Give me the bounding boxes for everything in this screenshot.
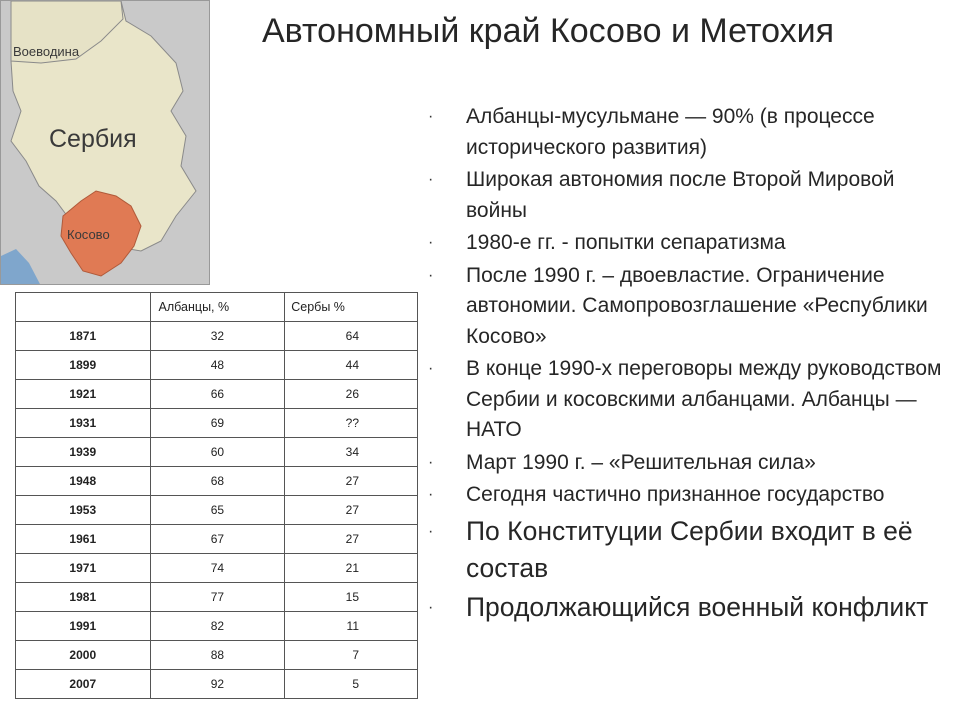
cell-serbs: 27 (285, 525, 418, 554)
bullet-text: Широкая автономия после Второй Мировой войны (466, 168, 895, 222)
cell-serbs: 34 (285, 438, 418, 467)
cell-serbs: ?? (285, 409, 418, 438)
cell-year: 1971 (16, 554, 151, 583)
cell-albanians: 67 (150, 525, 285, 554)
cell-serbs: 26 (285, 380, 418, 409)
table-row (16, 641, 418, 670)
slide-title: Автономный край Косово и Метохия (262, 12, 835, 50)
bullet-text: По Конституции Сербии входит в её состав (466, 515, 913, 583)
bullet-text: Март 1990 г. – «Решительная сила» (466, 450, 816, 474)
cell-serbs: 7 (285, 641, 418, 670)
cell-year: 1948 (16, 467, 151, 496)
cell-year: 1981 (16, 583, 151, 612)
cell-serbs: 15 (285, 583, 418, 612)
cell-serbs: 21 (285, 554, 418, 583)
cell-serbs: 44 (285, 351, 418, 380)
cell-albanians: 92 (150, 670, 285, 699)
table-row (16, 554, 418, 583)
cell-albanians: 77 (150, 583, 285, 612)
table-row (16, 670, 418, 699)
cell-serbs: 5 (285, 670, 418, 699)
bullet-marker: · (428, 266, 434, 284)
cell-year: 1871 (16, 322, 151, 351)
cell-albanians: 69 (150, 409, 285, 438)
bullet-marker: · (428, 171, 434, 188)
bullet-item (420, 480, 955, 511)
bullet-marker: · (428, 453, 434, 471)
bullet-item (420, 448, 955, 479)
bullet-text: В конце 1990-х переговоры между руководством Сербии и косовскими албанцами. Албанцы — НАТО (466, 357, 942, 441)
bullet-text: Продолжающийся военный конфликт (466, 591, 929, 622)
map-label-voevodina: Воеводина (13, 44, 80, 59)
cell-albanians: 82 (150, 612, 285, 641)
cell-albanians: 60 (150, 438, 285, 467)
serbia-map (0, 0, 210, 285)
cell-year: 1961 (16, 525, 151, 554)
population-table (15, 292, 418, 699)
bullet-text: Албанцы-мусульмане — 90% (в процессе исторического развития) (466, 105, 875, 159)
bullet-item (420, 165, 955, 226)
cell-year: 2007 (16, 670, 151, 699)
cell-year: 1991 (16, 612, 151, 641)
table-row (16, 583, 418, 612)
bullet-text: После 1990 г. – двоевластие. Ограничение автономии. Самопровозглашение «Республики Косово» (466, 263, 928, 348)
bullet-marker: · (428, 108, 434, 125)
cell-albanians: 65 (150, 496, 285, 525)
header-albanians: Албанцы, % (150, 293, 285, 322)
table-row (16, 525, 418, 554)
cell-albanians: 32 (150, 322, 285, 351)
cell-albanians: 68 (150, 467, 285, 496)
table-row (16, 612, 418, 641)
cell-albanians: 88 (150, 641, 285, 670)
bullet-marker: · (428, 486, 434, 503)
bullet-item (420, 513, 955, 587)
cell-serbs: 64 (285, 322, 418, 351)
bullet-item (420, 228, 955, 259)
bullet-marker: · (428, 598, 434, 616)
cell-serbs: 27 (285, 496, 418, 525)
table-header-row (16, 293, 418, 322)
table-row (16, 496, 418, 525)
table-row (16, 409, 418, 438)
bullet-marker: · (428, 522, 434, 540)
cell-serbs: 11 (285, 612, 418, 641)
cell-year: 1939 (16, 438, 151, 467)
map-label-serbia: Сербия (49, 125, 137, 153)
table-row (16, 322, 418, 351)
cell-serbs: 27 (285, 467, 418, 496)
bullet-item (420, 102, 955, 163)
map-label-kosovo: Косово (67, 227, 110, 242)
cell-albanians: 74 (150, 554, 285, 583)
bullet-marker: · (428, 360, 434, 377)
header-year (16, 293, 151, 322)
cell-albanians: 66 (150, 380, 285, 409)
table-row (16, 438, 418, 467)
bullet-item (420, 589, 955, 626)
bullet-item (420, 261, 955, 353)
table-row (16, 351, 418, 380)
cell-year: 2000 (16, 641, 151, 670)
cell-year: 1931 (16, 409, 151, 438)
cell-year: 1899 (16, 351, 151, 380)
bullet-item (420, 354, 955, 446)
table-row (16, 380, 418, 409)
cell-albanians: 48 (150, 351, 285, 380)
table-row (16, 467, 418, 496)
cell-year: 1921 (16, 380, 151, 409)
bullet-text: 1980-е гг. - попытки сепаратизма (466, 231, 786, 254)
header-serbs: Сербы % (285, 293, 418, 322)
cell-year: 1953 (16, 496, 151, 525)
bullet-list (420, 102, 955, 628)
bullet-marker: · (428, 234, 434, 251)
bullet-text: Сегодня частично признанное государство (466, 483, 885, 506)
